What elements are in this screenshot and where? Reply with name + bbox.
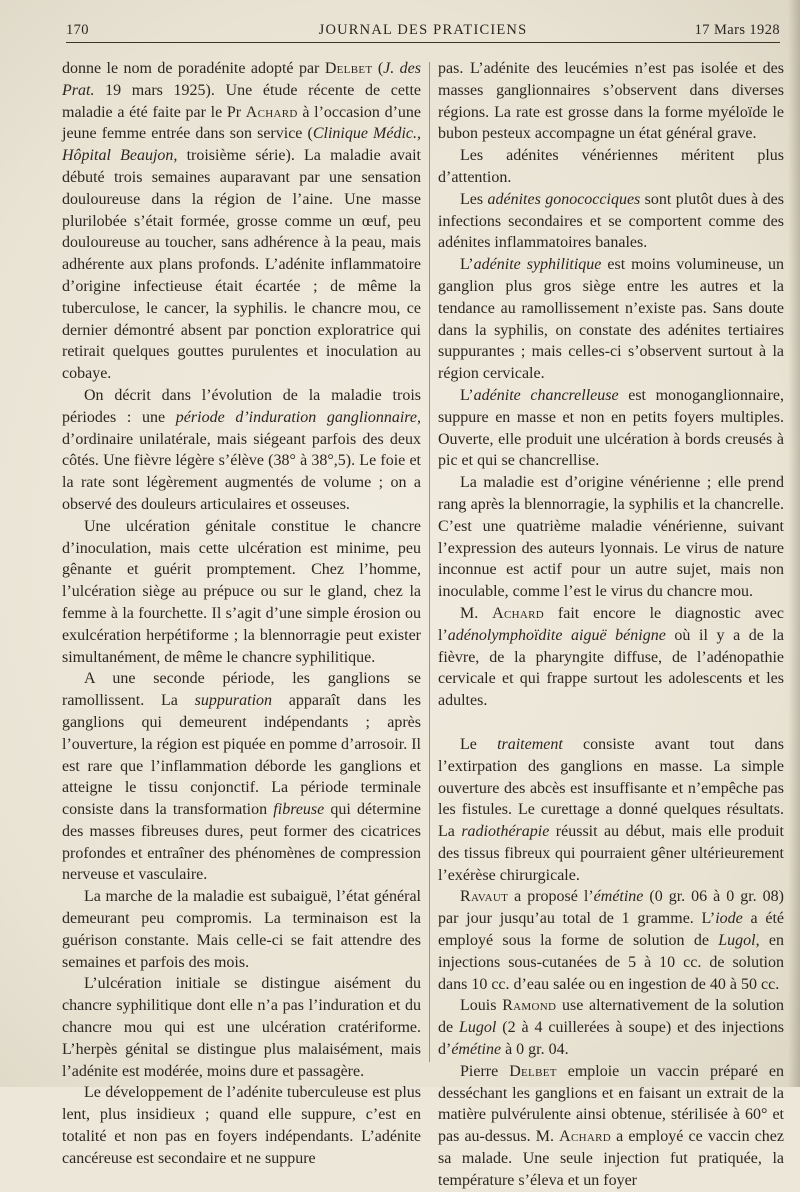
page-header <box>66 16 780 42</box>
paragraph: L’adénite syphilitique est moins volumineuse, un ganglion plus gros siège entre les autres et la tendance au ramollissement n’existe pas. Sans doute dans la syphilis, on constate des adénites tertiaires suppurantes ; mais celles-ci s’observent surtout à la région cervicale. <box>438 256 785 383</box>
journal-title: JOURNAL DES PRATICIENS <box>318 22 528 38</box>
paragraph: Les adénites gonococciques sont plutôt dues à des infections secondaires et se comportent comme des adénites inflammatoires banales. <box>438 190 785 252</box>
paragraph: M. Achard fait encore le diagnostic avec l’adénolymphoïdite aiguë bénigne où il y a de la fièvre, de la pharyngite diffuse, de l’adénopathie cervicale et qui frappe surtout les adolescents et les adultes. <box>438 604 785 710</box>
paragraph: Pierre Delbet emploie un vaccin préparé en desséchant les ganglions et en faisant un extrait de la matière pulvérulente ainsi obtenue, stérilisée à 60° et pas au-dessus. M. Achard a employé ce vaccin chez sa malade. Une seule injection fut pratiquée, la température s’éleva et un foyer <box>438 1062 785 1189</box>
page-edge-shadow <box>788 0 800 1087</box>
paragraph: Louis Ramond use alternativement de la solution de Lugol (2 à 4 cuillerées à soupe) et des injections d’émétine à 0 gr. 04. <box>438 997 785 1059</box>
header-rule <box>66 42 780 43</box>
column-divider <box>429 62 430 1062</box>
right-column <box>438 58 784 1192</box>
paragraph: Le traitement consiste avant tout dans l’extirpation des ganglions en masse. La simple ouverture des abcès est insuffisante et n’empêche pas les fistules. Le curettage a donné quelques résultats. La radiothérapie réussit au début, mais elle produit des tissus fibreux qui pourraient gêner ultérieurement l’exérèse chirurgicale. <box>438 735 784 884</box>
paragraph: La maladie est d’origine vénérienne ; elle prend rang après la blennorragie, la syphilis et la chancrelle. C’est une quatrième maladie vénérienne, suivant l’expression des auteurs lyonnais. Le virus de nature inconnue est actif pour un autre sujet, mais non inoculable, comme l’est le virus du chancre mou. <box>438 474 784 601</box>
paragraph: Le développement de l’adénite tuberculeuse est plus lent, plus insidieux ; quand elle suppure, c’est en totalité et non pas en foyers indépendants. L’adénite cancéreuse est secondaire et ne suppure <box>62 1084 421 1167</box>
paragraph: La marche de la maladie est subaiguë, l’état général demeurant peu compromis. La terminaison est la guérison constante. Mais celle-ci se fait attendre des semaines et parfois des mois. <box>62 888 421 971</box>
paragraph: On décrit dans l’évolution de la maladie trois périodes : une période d’induration ganglionnaire, d’ordinaire unilatérale, mais siégeant parfois des deux côtés. Une fièvre légère s’élève (38° à 38°,5). Le foie et la rate sont légèrement augmentés de volume ; on a observé des douleurs articulaires et osseuses. <box>62 386 421 513</box>
paragraph: Ravaut a proposé l’émétine (0 gr. 06 à 0 gr. 08) par jour jusqu’au total de 1 gramme. L’iode a été employé sous la forme de solution de Lugol, en injections sous-cutanées de 5 à 10 cc. de solution dans 10 cc. d’eau salée ou en ingestion de 40 à 50 cc. <box>438 888 785 993</box>
left-column <box>62 58 421 1170</box>
paragraph: donne le nom de poradénite adopté par Delbet (J. des Prat. 19 mars 1925). Une étude récente de cette maladie a été faite par le Pr Achard à l’occasion d’une jeune femme entrée dans son service (Clinique Médic., Hôpital Beaujon, troisième série). La maladie avait débuté trois semaines auparavant par une sensation douloureuse dans la région de l’aine. Une masse plurilobée s’était formée, grosse comme un œuf, peu douloureuse au toucher, sans adhérence à la peau, mais adhérente aux plans profonds. L’adénite inflammatoire d’origine infectieuse était écartée ; de même la tuberculose, le cancer, la syphilis. le chancre mou, ce dernier démontré absent par ponction exploratrice qui retirait quelques gouttes purulentes et inoculation au cobaye. <box>62 60 422 383</box>
page-number: 170 <box>66 22 89 38</box>
paragraph: Une ulcération génitale constitue le chancre d’inoculation, mais cette ulcération est minime, peu gênante et guérit promptement. Chez l’homme, l’ulcération siège au prépuce ou sur le gland, chez la femme à la fourchette. Il s’agit d’une simple érosion ou exulcération herpétiforme ; la blennorragie peut exister simultanément, de même le chancre syphilitique. <box>62 517 421 666</box>
paragraph: Les adénites vénériennes méritent plus d’attention. <box>438 147 784 186</box>
issue-date: 17 Mars 1928 <box>694 22 780 38</box>
paragraph: L’ulcération initiale se distingue aisément du chancre syphilitique dont elle n’a pas l’induration et du chancre mou qui est une ulcération cratériforme. L’herpès génital se distingue plus malaisément, mais l’adénite est modérée, moins dure et passagère. <box>62 975 421 1080</box>
paragraph: pas. L’adénite des leucémies n’est pas isolée et des masses ganglionnaires s’observent dans diverses régions. La rate est grosse dans la forme myéloïde le bubon pesteux accompagne un état général grave. <box>438 60 784 143</box>
paragraph: L’adénite chancrelleuse est monoganglionnaire, suppure en masse et non en petits foyers multiples. Ouverte, elle produit une ulcération à bords creusés à pic et qui se chancrellise. <box>438 386 785 470</box>
paragraph: A une seconde période, les ganglions se ramollissent. La suppuration apparaît dans les ganglions qui demeurent indépendants ; après l’ouverture, la région est piquée en pomme d’arrosoir. Il est rare que l’inflammation déborde les ganglions et atteigne le tissu conjonctif. La période terminale consiste dans la transformation fibreuse qui détermine des masses fibreuses dures, peut former des cicatrices profondes et entraîner des phénomènes de compression nerveuse et vasculaire. <box>62 670 422 884</box>
